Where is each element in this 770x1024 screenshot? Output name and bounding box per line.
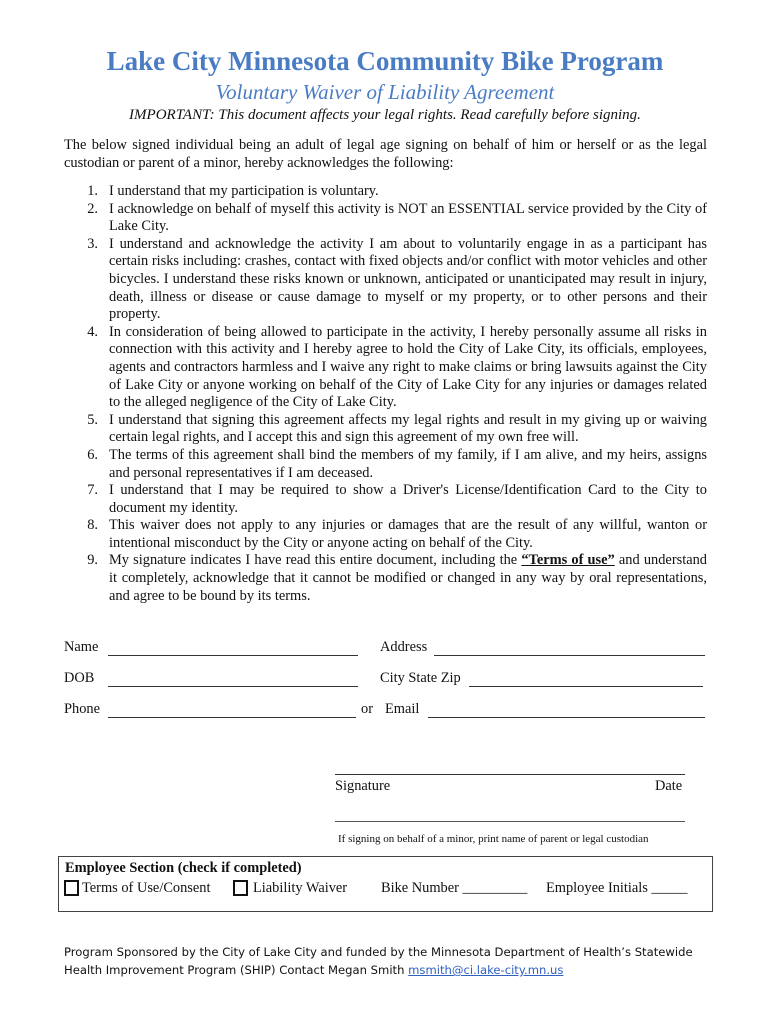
item-number: 7. xyxy=(87,482,98,499)
address-field[interactable] xyxy=(434,655,705,656)
list-item xyxy=(82,447,707,482)
name-address-row xyxy=(64,639,707,659)
item-text: The terms of this agreement shall bind the members of my family, if I am alive, and my heirs, assigns and personal representatives if I am deceased. xyxy=(109,446,707,481)
item-number: 1. xyxy=(87,183,98,199)
city-state-zip-field[interactable] xyxy=(469,686,703,687)
intro-paragraph: The below signed individual being an adult of legal age signing on behalf of him or herself or as the legal custodian or parent of a minor, hereby acknowledges the following: xyxy=(64,137,707,171)
or-label: or xyxy=(361,701,373,717)
guardian-name-field[interactable] xyxy=(335,821,685,822)
phone-field[interactable] xyxy=(108,717,356,718)
item-number: 3. xyxy=(87,235,98,252)
terms-of-use-link[interactable]: “Terms of use” xyxy=(521,552,615,569)
liability-waiver-checkbox-label: Liability Waiver xyxy=(253,880,348,896)
item-number: 6. xyxy=(87,446,98,463)
item-text: In consideration of being allowed to participate in the activity, I hereby personally assume all risks in connection with this activity and I hereby agree to hold the City of Lake City, its officials, employees, agents and contractors harmless and I waive any right to make claims or bring lawsuits against the City of Lake City or anyone working on behalf of the City of Lake City for any injuries or damages related to the alleged negligence of the City of Lake City. xyxy=(109,323,707,411)
acknowledgement-list xyxy=(82,183,707,605)
list-item xyxy=(82,412,707,447)
contact-email-link[interactable]: msmith@ci.lake-city.mn.us xyxy=(408,963,564,977)
dob-label: DOB xyxy=(64,670,95,686)
name-field[interactable] xyxy=(108,655,358,656)
sponsor-footer xyxy=(64,943,724,979)
employee-checklist-row xyxy=(63,879,708,901)
item-text: I understand that I may be required to show a Driver's License/Identification Card to the City to document my identity. xyxy=(109,482,707,516)
guardian-note: If signing on behalf of a minor, print name of parent or legal custodian xyxy=(338,833,649,845)
list-item xyxy=(82,183,707,201)
dob-city-row xyxy=(64,670,707,690)
document-title: Lake City Minnesota Community Bike Program xyxy=(106,46,664,76)
item-text: I understand that signing this agreement affects my legal rights and result in my giving up or waiving certain legal rights, and I accept this and sign this agreement of my own free will. xyxy=(109,411,707,446)
list-item xyxy=(82,517,707,552)
item-text: I acknowledge on behalf of myself this activity is NOT an ESSENTIAL service provided by the City of Lake City. xyxy=(109,200,707,235)
list-item xyxy=(82,236,707,324)
liability-waiver-checkbox[interactable] xyxy=(233,880,248,896)
employee-initials-field[interactable]: Employee Initials _____ xyxy=(546,880,688,896)
footer-contact-text: Health Improvement Program (SHIP) Contact Megan Smith xyxy=(64,963,405,977)
employee-section xyxy=(58,856,713,912)
item-text: I understand that my participation is voluntary. xyxy=(109,183,379,199)
list-item xyxy=(82,482,707,517)
footer-line-1: Program Sponsored by the City of Lake City and funded by the Minnesota Department of Health’s Statewide xyxy=(64,945,693,959)
item-number: 9. xyxy=(87,552,98,569)
item-text-after: and understand it completely, acknowledge that it cannot be modified or changed in any way by oral representations, and agree to be bound by its terms. xyxy=(109,552,707,604)
city-state-zip-label: City State Zip xyxy=(380,670,461,686)
terms-of-use-checkbox-label: Terms of Use/Consent xyxy=(82,880,211,896)
item-text: This waiver does not apply to any injuries or damages that are the result of any willful, wanton or intentional misconduct by the City or anyone acting on behalf of the City. xyxy=(109,517,707,551)
list-item xyxy=(82,552,707,605)
phone-email-row xyxy=(64,701,707,721)
document-subtitle: Voluntary Waiver of Liability Agreement xyxy=(215,80,555,104)
item-text: I understand and acknowledge the activity I am about to voluntarily engage in as a participant has certain risks including: crashes, contact with fixed objects and/or conflict with motor vehicles and other bicycles. I understand these risks known or unknown, anticipated or unanticipated may result in injury, death, illness or disease or cause damage to myself or my property, or to other persons and their property. xyxy=(109,235,707,323)
important-notice: IMPORTANT: This document affects your legal rights. Read carefully before signing. xyxy=(129,107,641,123)
item-number: 4. xyxy=(87,323,98,340)
signature-label: Signature xyxy=(335,778,391,794)
item-number: 2. xyxy=(87,200,98,217)
item-text-before: My signature indicates I have read this entire document, including the xyxy=(109,552,522,569)
phone-label: Phone xyxy=(64,701,100,717)
bike-number-field[interactable]: Bike Number _________ xyxy=(381,880,528,896)
item-number: 8. xyxy=(87,517,98,534)
list-item xyxy=(82,324,707,412)
address-label: Address xyxy=(380,639,428,655)
list-item xyxy=(82,201,707,236)
dob-field[interactable] xyxy=(108,686,358,687)
email-label: Email xyxy=(385,701,420,717)
email-field[interactable] xyxy=(428,717,705,718)
signature-field[interactable] xyxy=(335,774,685,775)
name-label: Name xyxy=(64,639,99,655)
footer-line-2 xyxy=(64,961,724,979)
employee-section-title: Employee Section (check if completed) xyxy=(65,860,302,876)
date-label: Date xyxy=(655,778,683,794)
item-number: 5. xyxy=(87,411,98,428)
terms-of-use-checkbox[interactable] xyxy=(64,880,79,896)
